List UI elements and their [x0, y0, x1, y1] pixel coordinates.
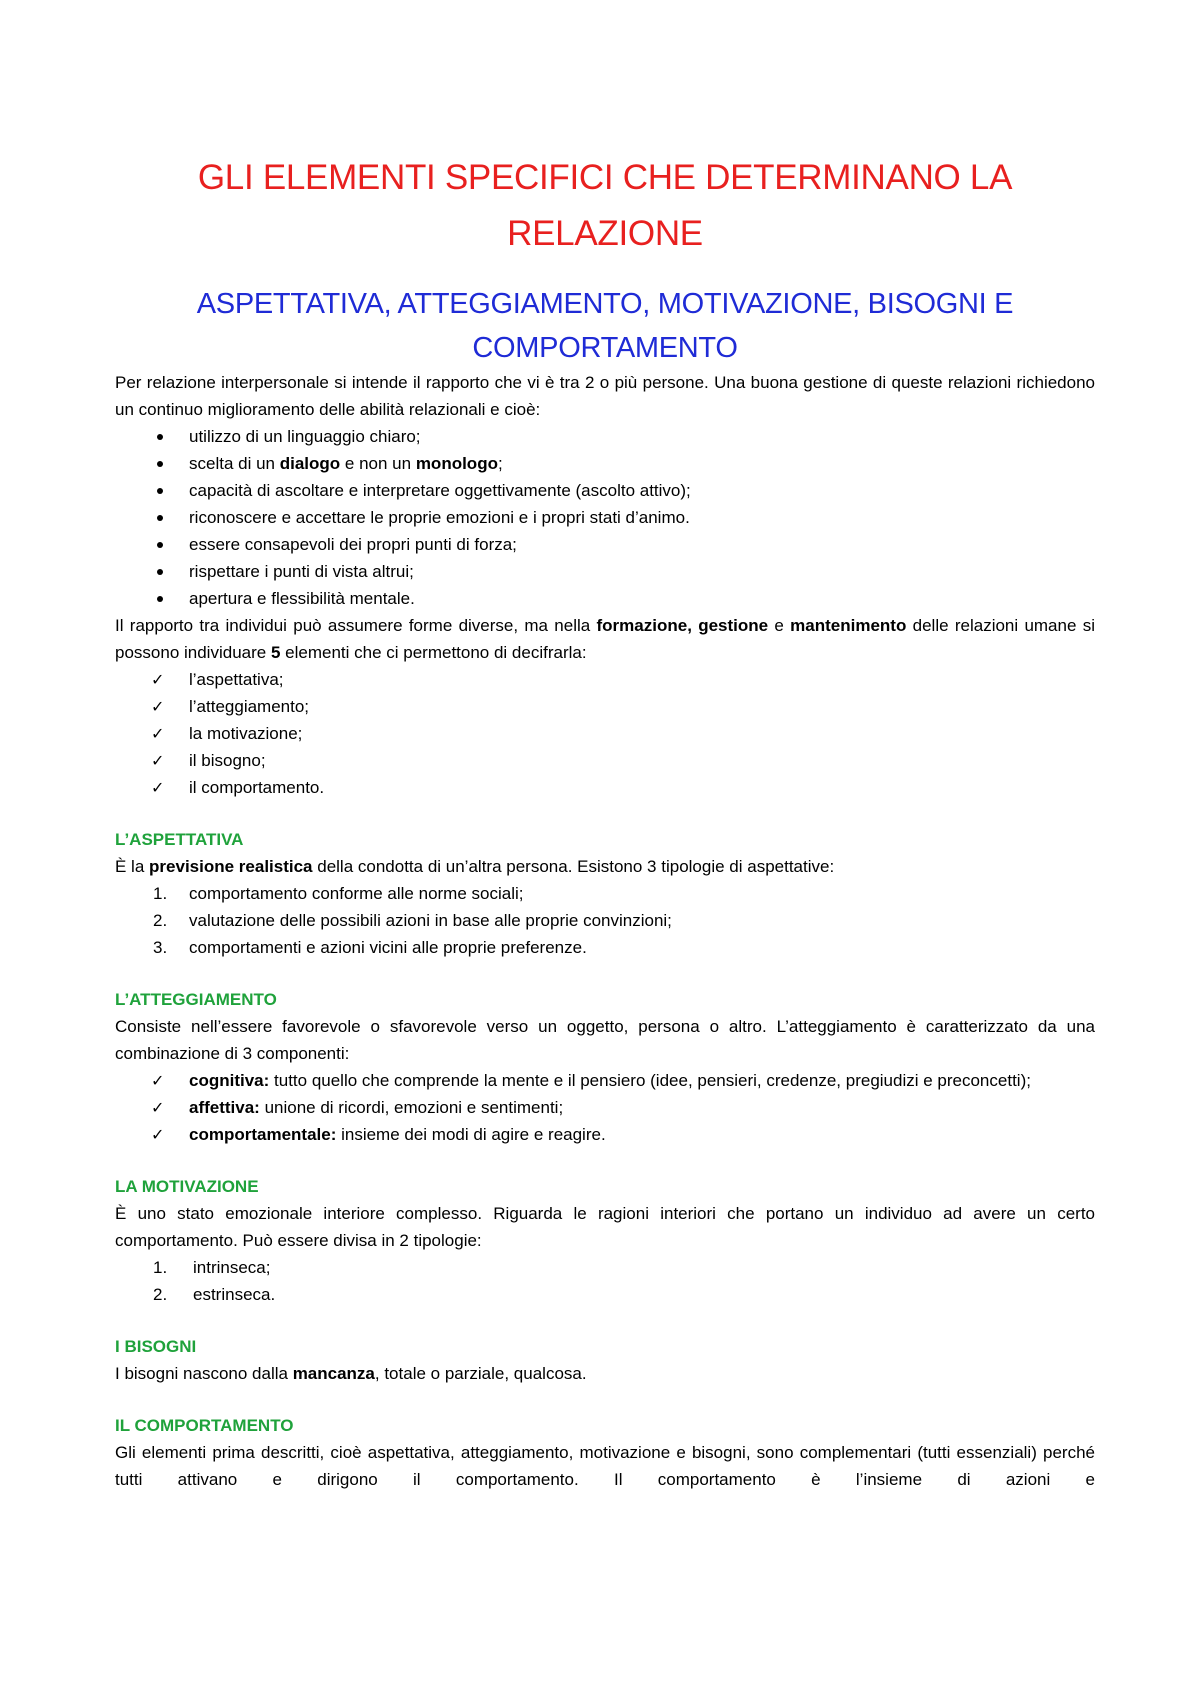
motivazione-paragraph: È uno stato emozionale interiore complesso. Riguarda le ragioni interiori che portano un individuo ad avere un certo comportamento. Può essere divisa in 2 tipologie:: [115, 1204, 1095, 1250]
list-number: 1.: [153, 884, 168, 903]
list-item: apertura e flessibilità mentale.: [115, 585, 1095, 612]
list-item: ✓ affettiva: unione di ricordi, emozioni e sentimenti;: [115, 1094, 1095, 1121]
list-item: ✓ il bisogno;: [115, 747, 1095, 774]
list-item: 1. comportamento conforme alle norme sociali;: [115, 880, 1095, 907]
bullet-icon: [157, 488, 163, 494]
list-number: 2.: [153, 1285, 168, 1304]
list-number: 2.: [153, 911, 168, 930]
bullet-icon: [157, 569, 163, 575]
check-icon: ✓: [151, 778, 165, 797]
list-item: ✓ cognitiva: tutto quello che comprende la mente e il pensiero (idee, pensieri, credenze, pregiudizi e preconcetti);: [115, 1067, 1095, 1094]
section-heading-comportamento: IL COMPORTAMENTO: [115, 1416, 294, 1435]
document-body: [115, 369, 1095, 1493]
aspettativa-list: [115, 880, 1095, 961]
check-icon: ✓: [151, 1071, 165, 1090]
abilities-list: [115, 423, 1095, 612]
list-item: 1. intrinseca;: [115, 1254, 1095, 1281]
list-item: ✓ comportamentale: insieme dei modi di agire e reagire.: [115, 1121, 1095, 1148]
section-heading-aspettativa: L’ASPETTATIVA: [115, 830, 244, 849]
intro-paragraph: Per relazione interpersonale si intende il rapporto che vi è tra 2 o più persone. Una buona gestione di queste relazioni richiedono un continuo miglioramento delle abilità relazionali e cioè:: [115, 373, 1095, 419]
bullet-icon: [157, 461, 163, 467]
check-icon: ✓: [151, 751, 165, 770]
atteggiamento-paragraph: Consiste nell’essere favorevole o sfavorevole verso un oggetto, persona o altro. L’atteggiamento è caratterizzato da una combinazione di 3 componenti:: [115, 1017, 1095, 1063]
list-number: 3.: [153, 938, 168, 957]
elements-checklist: [115, 666, 1095, 801]
list-item: riconoscere e accettare le proprie emozioni e i propri stati d’animo.: [115, 504, 1095, 531]
list-item: ✓ il comportamento.: [115, 774, 1095, 801]
list-item: scelta di un dialogo e non un monologo;: [115, 450, 1095, 477]
page-subtitle: ASPETTATIVA, ATTEGGIAMENTO, MOTIVAZIONE, BISOGNI E COMPORTAMENTO: [196, 288, 1014, 364]
list-item: 2. estrinseca.: [115, 1281, 1095, 1308]
list-item: essere consapevoli dei propri punti di forza;: [115, 531, 1095, 558]
list-item: capacità di ascoltare e interpretare oggettivamente (ascolto attivo);: [115, 477, 1095, 504]
list-item: rispettare i punti di vista altrui;: [115, 558, 1095, 585]
comportamento-paragraph: Gli elementi prima descritti, cioè aspettativa, atteggiamento, motivazione e bisogni, sono complementari (tutti essenziali) perché tutti attivano e dirigono il comportamento. Il comportamento è l’insieme di azioni e: [115, 1443, 1095, 1489]
motivazione-list: [115, 1254, 1095, 1308]
check-icon: ✓: [151, 1098, 165, 1117]
page-title: GLI ELEMENTI SPECIFICI CHE DETERMINANO LA RELAZIONE: [197, 158, 1013, 253]
check-icon: ✓: [151, 724, 165, 743]
list-item: ✓ l’aspettativa;: [115, 666, 1095, 693]
bullet-icon: [157, 542, 163, 548]
aspettativa-paragraph: È la previsione realistica della condotta di un’altra persona. Esistono 3 tipologie di aspettative:: [115, 857, 835, 876]
atteggiamento-checklist: [115, 1067, 1095, 1148]
list-item: ✓ l’atteggiamento;: [115, 693, 1095, 720]
list-item: 2. valutazione delle possibili azioni in base alle proprie convinzioni;: [115, 907, 1095, 934]
section-heading-motivazione: LA MOTIVAZIONE: [115, 1177, 259, 1196]
section-heading-bisogni: I BISOGNI: [115, 1337, 197, 1356]
bisogni-paragraph: I bisogni nascono dalla mancanza, totale o parziale, qualcosa.: [115, 1364, 587, 1383]
list-number: 1.: [153, 1258, 168, 1277]
check-icon: ✓: [151, 697, 165, 716]
check-icon: ✓: [151, 670, 165, 689]
bullet-icon: [157, 434, 163, 440]
elements-paragraph: Il rapporto tra individui può assumere forme diverse, ma nella formazione, gestione e mantenimento delle relazioni umane si possono individuare 5 elementi che ci permettono di decifrarla:: [115, 616, 1095, 662]
bullet-icon: [157, 596, 163, 602]
list-item: 3. comportamenti e azioni vicini alle proprie preferenze.: [115, 934, 1095, 961]
check-icon: ✓: [151, 1125, 165, 1144]
list-item: utilizzo di un linguaggio chiaro;: [115, 423, 1095, 450]
list-item: ✓ la motivazione;: [115, 720, 1095, 747]
section-heading-atteggiamento: L’ATTEGGIAMENTO: [115, 990, 277, 1009]
bullet-icon: [157, 515, 163, 521]
